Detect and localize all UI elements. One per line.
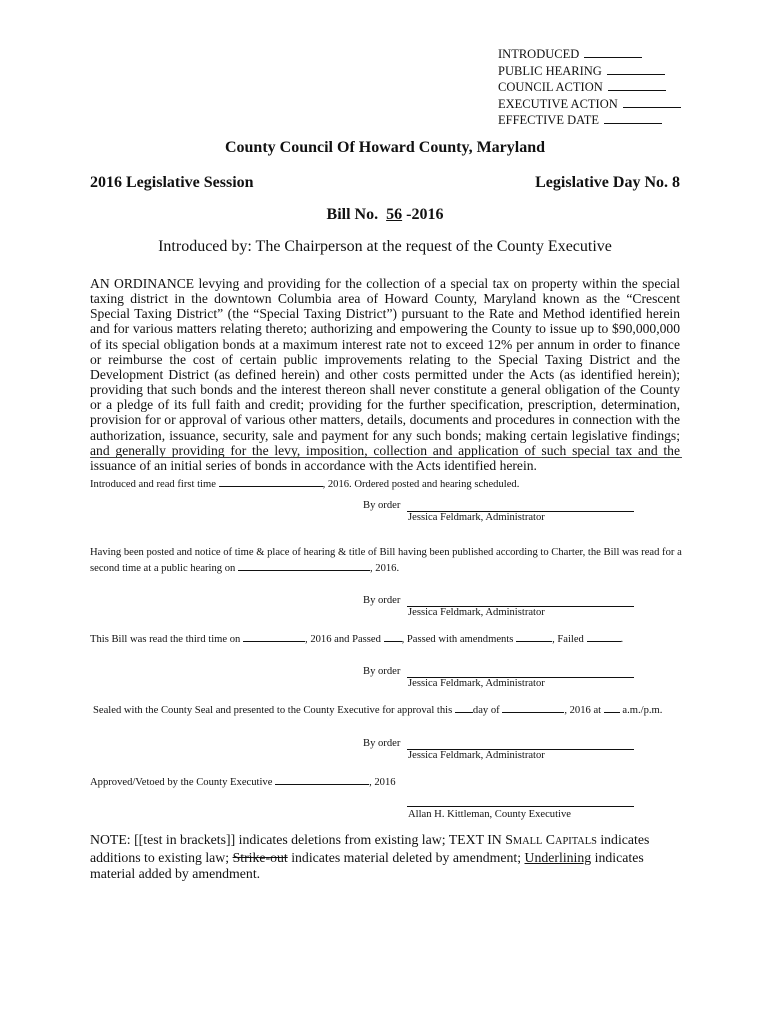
sealed-presented: Sealed with the County Seal and presented to the County Executive for approval this day of , 2016 at a.m./p.m.	[93, 702, 662, 716]
executive-action-blank	[623, 96, 681, 108]
by-order-label-1: By order	[363, 500, 401, 511]
ordinance-divider	[90, 457, 682, 458]
second-reading-line-1: Having been posted and notice of time & place of hearing & title of Bill having been published according to Charter, the Bill was read for a	[90, 547, 682, 558]
sealed-month-blank	[502, 702, 564, 713]
public-hearing-blank	[607, 63, 665, 75]
by-order-label-3: By order	[363, 666, 401, 677]
council-title: County Council Of Howard County, Maryland	[224, 139, 546, 156]
first-reading-date-blank	[219, 476, 323, 487]
sealed-day-blank	[455, 702, 473, 713]
administrator-name-1: Jessica Feldmark, Administrator	[408, 512, 545, 523]
introduced-blank	[584, 46, 642, 58]
bill-number: Bill No. 56 -2016	[326, 206, 444, 223]
sealed-time-blank	[604, 702, 620, 713]
hearing-date-blank	[238, 560, 370, 571]
administrator-name-3: Jessica Feldmark, Administrator	[408, 678, 545, 689]
underlining-example: Underlining	[524, 850, 592, 865]
legend-note: NOTE: [[test in brackets]] indicates deletions from existing law; TEXT IN SMALL CAPITALS indicates additions to existing law; Strike-out indicates material deleted by amendment; Underlining indicates material added by amendment.	[90, 832, 650, 881]
status-effective-date: EFFECTIVE DATE	[498, 112, 681, 129]
council-action-blank	[608, 79, 666, 91]
passed-blank	[384, 631, 402, 642]
first-reading: Introduced and read first time , 2016. Ordered posted and hearing scheduled.	[90, 476, 519, 490]
status-council-action: COUNCIL ACTION	[498, 79, 681, 96]
status-public-hearing: PUBLIC HEARING	[498, 63, 681, 80]
ordinance-text: AN ORDINANCE levying and providing for the collection of a special tax on property within the special taxing district in the downtown Columbia area of Howard County, Maryland known as the “Crescent Special Taxing District” (the “Special Taxing District”) pursuant to the Rate and Method identified herein and for various matters relating thereto; authorizing and empowering the County to issue up to $90,000,000 of its special obligation bonds at a maximum interest rate not to exceed 12% per annum in order to finance or reimburse the cost of certain public improvements relating to the Special Taxing District and the Development District (as defined herein) and other costs permitted under the Acts (as identified herein); providing that such bonds and the interest thereon shall never constitute a general obligation of the County or a pledge of its full faith and credit; providing for the further specification, prescription, determination, provision for or approval of various other matters, details, documents and procedures in connection with the authorization, issuance, security, sale and payment for any such bonds; making certain legislative findings; and generally providing for the levy, imposition, collection and application of such special tax and the issuance of an initial series of bonds in accordance with the Acts identified herein.	[90, 276, 680, 473]
by-order-label-4: By order	[363, 738, 401, 749]
effective-date-blank	[604, 112, 662, 124]
second-reading-line-2: second time at a public hearing on , 2016.	[90, 560, 399, 574]
approved-vetoed: Approved/Vetoed by the County Executive , 2016	[90, 774, 396, 788]
legislative-session: 2016 Legislative Session	[90, 174, 254, 191]
administrator-name-4: Jessica Feldmark, Administrator	[408, 750, 545, 761]
amendments-blank	[516, 631, 552, 642]
introduced-by: Introduced by: The Chairperson at the request of the County Executive	[158, 238, 612, 255]
failed-blank	[587, 631, 621, 642]
status-introduced: INTRODUCED	[498, 46, 681, 63]
status-block	[498, 46, 681, 129]
signature-line-executive	[407, 806, 634, 807]
by-order-label-2: By order	[363, 595, 401, 606]
bill-number-value: 56	[386, 206, 403, 223]
strike-out-example: Strike-out	[232, 850, 288, 865]
legislative-day: Legislative Day No. 8	[535, 174, 680, 191]
county-executive-name: Allan H. Kittleman, County Executive	[408, 809, 571, 820]
third-reading-date-blank	[243, 631, 305, 642]
status-executive-action: EXECUTIVE ACTION	[498, 96, 681, 113]
approved-date-blank	[275, 774, 369, 785]
administrator-name-2: Jessica Feldmark, Administrator	[408, 607, 545, 618]
third-reading: This Bill was read the third time on , 2016 and Passed , Passed with amendments , Failed .	[90, 631, 623, 645]
